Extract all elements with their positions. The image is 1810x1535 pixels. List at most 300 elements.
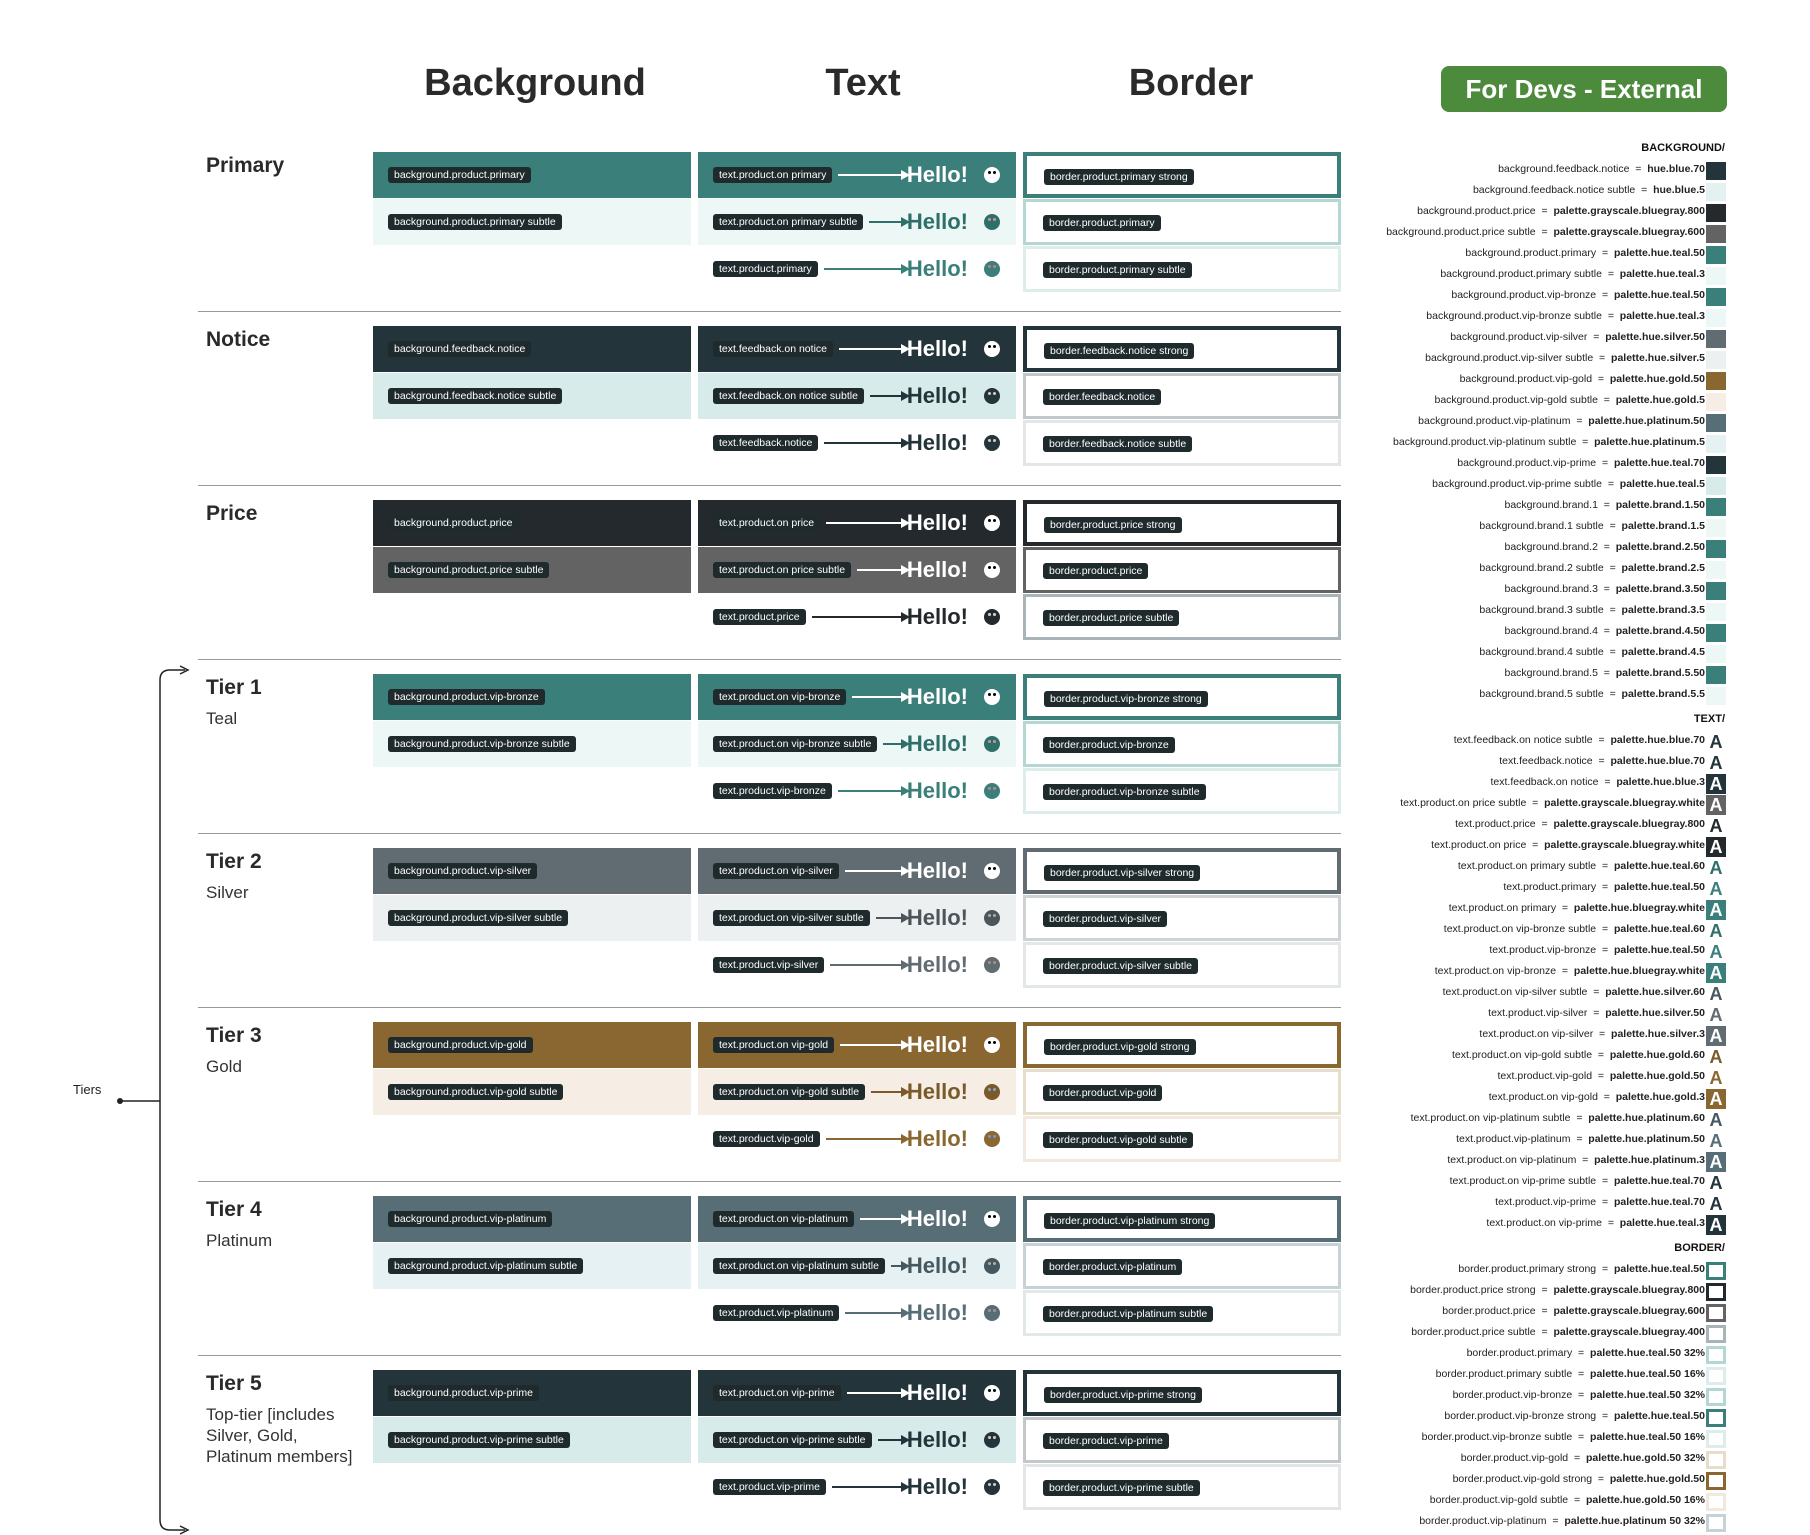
token-chip: text.product.on vip-platinum subtle — [713, 1258, 885, 1274]
legend-token-value: palette.brand.4.5 — [1621, 646, 1705, 658]
legend-token-value: palette.hue.gold.50 — [1609, 373, 1705, 385]
legend-equals: = — [1597, 394, 1616, 406]
legend-row — [1340, 986, 1705, 1004]
legend-equals: = — [1570, 1112, 1589, 1124]
legend-row — [1340, 1368, 1705, 1386]
arrow-icon — [860, 1218, 908, 1220]
arrow-icon — [812, 616, 908, 618]
token-chip: border.product.vip-silver — [1043, 911, 1167, 927]
legend-row — [1340, 331, 1705, 349]
legend-row — [1340, 352, 1705, 370]
legend-equals: = — [1601, 478, 1620, 490]
legend-token-value: palette.grayscale.bluegray.600 — [1553, 1305, 1705, 1317]
legend-equals: = — [1603, 688, 1622, 700]
legend-token-value: palette.hue.teal.60 — [1613, 923, 1705, 935]
text-swatch — [698, 594, 1016, 640]
legend-row — [1340, 289, 1705, 307]
legend-row — [1340, 881, 1705, 899]
legend-token-name: text.product.on price subtle — [1400, 797, 1527, 809]
token-chip: text.feedback.notice — [713, 435, 818, 451]
legend-token-value: palette.hue.teal.50 32% — [1590, 1347, 1705, 1359]
legend-token-name: background.product.vip-prime — [1457, 457, 1597, 469]
smile-icon — [984, 1211, 1000, 1227]
legend-row — [1340, 902, 1705, 920]
token-chip: background.product.vip-bronze — [388, 689, 545, 705]
legend-row — [1340, 1431, 1705, 1449]
legend-token-name: background.product.vip-gold subtle — [1434, 394, 1598, 406]
legend-color-swatch — [1706, 624, 1726, 642]
legend-token-value: palette.hue.teal.50 — [1613, 289, 1705, 301]
legend-row — [1340, 1007, 1705, 1025]
legend-token-name: text.product.vip-gold — [1497, 1070, 1593, 1082]
legend-equals: = — [1597, 541, 1616, 553]
token-chip: text.product.vip-silver — [713, 957, 824, 973]
legend-token-name: text.product.price — [1455, 818, 1536, 830]
border-swatch — [1023, 1464, 1341, 1510]
legend-row — [1340, 520, 1705, 538]
legend-token-value: palette.hue.teal.70 — [1613, 1196, 1705, 1208]
section-subtitle: Platinum — [206, 1231, 273, 1250]
legend-text-sample: A — [1706, 1131, 1726, 1151]
legend-equals: = — [1570, 415, 1589, 427]
text-swatch — [698, 420, 1016, 466]
hello-sample: Hello! — [906, 858, 968, 883]
legend-row — [1340, 1326, 1705, 1344]
legend-equals: = — [1596, 944, 1614, 956]
legend-token-name: background.brand.5 — [1504, 667, 1598, 679]
legend-row — [1340, 1196, 1705, 1214]
token-chip: border.product.primary — [1043, 215, 1161, 231]
legend-token-value: palette.brand.5.50 — [1615, 667, 1705, 679]
legend-equals: = — [1593, 1028, 1612, 1040]
legend-equals: = — [1597, 1091, 1616, 1103]
token-chip: text.product.vip-prime — [713, 1479, 826, 1495]
legend-text-sample: A — [1706, 1026, 1726, 1046]
tiers-label: Tiers — [73, 1082, 102, 1097]
arrow-icon — [871, 1091, 908, 1093]
section-divider — [198, 311, 1341, 312]
legend-token-value: palette.hue.teal.50 16% — [1590, 1431, 1705, 1443]
token-chip: text.product.on vip-prime — [713, 1385, 841, 1401]
legend-token-value: palette.hue.silver.5 — [1611, 352, 1705, 364]
legend-token-name: background.product.vip-bronze subtle — [1426, 310, 1602, 322]
legend-token-value: palette.hue.platinum.60 — [1588, 1112, 1705, 1124]
legend-color-swatch — [1706, 162, 1726, 180]
hello-sample: Hello! — [906, 1380, 968, 1405]
legend-equals: = — [1535, 1326, 1554, 1338]
token-chip: text.product.on vip-prime subtle — [713, 1432, 872, 1448]
text-swatch — [698, 1370, 1016, 1416]
legend-row — [1340, 646, 1705, 664]
hello-sample: Hello! — [906, 604, 968, 629]
arrow-icon — [870, 395, 908, 397]
token-chip: text.product.on vip-platinum — [713, 1211, 854, 1227]
token-chip: text.product.vip-gold — [713, 1131, 820, 1147]
legend-text-sample: A — [1706, 1215, 1726, 1235]
hello-sample: Hello! — [906, 1126, 968, 1151]
text-swatch — [698, 721, 1016, 767]
legend-equals: = — [1592, 1473, 1610, 1485]
legend-row — [1340, 818, 1705, 836]
legend-equals: = — [1526, 839, 1545, 851]
legend-row — [1340, 860, 1705, 878]
legend-row — [1340, 394, 1705, 412]
legend-equals: = — [1526, 797, 1545, 809]
legend-token-name: text.feedback.on notice — [1490, 776, 1599, 788]
legend-text-sample: A — [1706, 879, 1726, 899]
border-swatch — [1023, 721, 1341, 767]
legend-equals: = — [1587, 1007, 1606, 1019]
legend-equals: = — [1629, 163, 1648, 175]
border-swatch — [1023, 1370, 1341, 1416]
legend-row — [1340, 226, 1705, 244]
legend-row — [1340, 562, 1705, 580]
legend-token-name: text.product.on vip-platinum — [1447, 1154, 1577, 1166]
legend-token-name: text.product.vip-prime — [1495, 1196, 1597, 1208]
legend-row — [1340, 1347, 1705, 1365]
hello-sample: Hello! — [906, 256, 968, 281]
legend-token-value: palette.hue.teal.3 — [1619, 310, 1705, 322]
legend-row — [1340, 1284, 1705, 1302]
legend-equals: = — [1603, 562, 1622, 574]
legend-row — [1340, 1112, 1705, 1130]
legend-token-value: palette.grayscale.bluegray.800 — [1553, 818, 1705, 830]
legend-equals: = — [1597, 667, 1616, 679]
token-chip: background.product.vip-prime — [388, 1385, 539, 1401]
border-swatch — [1023, 1290, 1341, 1336]
legend-token-value: palette.hue.silver.50 — [1605, 331, 1705, 343]
arrow-icon — [838, 790, 908, 792]
legend-token-value: hue.blue.70 — [1647, 163, 1705, 175]
legend-token-name: background.product.vip-silver — [1450, 331, 1588, 343]
legend-row — [1340, 1263, 1705, 1281]
legend-token-name: background.product.price — [1417, 205, 1536, 217]
token-chip: border.product.price subtle — [1043, 610, 1179, 626]
tiers-bracket — [110, 665, 190, 1535]
border-swatch — [1023, 199, 1341, 245]
legend-token-name: background.brand.4 — [1504, 625, 1598, 637]
legend-token-value: palette.hue.teal.70 — [1613, 1175, 1705, 1187]
text-swatch — [698, 1116, 1016, 1162]
hello-sample: Hello! — [906, 1079, 968, 1104]
text-swatch — [698, 942, 1016, 988]
legend-token-name: background.product.vip-platinum subtle — [1393, 436, 1577, 448]
legend-equals: = — [1576, 1154, 1595, 1166]
legend-border-swatch — [1706, 1367, 1726, 1385]
legend-row — [1340, 541, 1705, 559]
legend-text-sample: A — [1706, 921, 1726, 941]
legend-text-sample: A — [1706, 1173, 1726, 1193]
border-swatch — [1023, 420, 1341, 466]
smile-icon — [984, 167, 1000, 183]
legend-token-value: palette.hue.teal.50 — [1613, 1263, 1705, 1275]
token-chip: text.product.on vip-gold — [713, 1037, 834, 1053]
legend-row — [1340, 436, 1705, 454]
hello-sample: Hello! — [906, 1032, 968, 1057]
text-swatch — [698, 326, 1016, 372]
smile-icon — [984, 863, 1000, 879]
legend-row — [1340, 1091, 1705, 1109]
legend-equals: = — [1596, 1410, 1614, 1422]
legend-token-name: border.product.price subtle — [1411, 1326, 1536, 1338]
arrow-icon — [824, 268, 908, 270]
token-chip: border.feedback.notice strong — [1044, 343, 1194, 359]
legend-row — [1340, 415, 1705, 433]
for-devs-external-button[interactable]: For Devs - External — [1441, 66, 1727, 112]
legend-row — [1340, 1154, 1705, 1172]
border-swatch — [1023, 1417, 1341, 1463]
column-heading-background: Background — [424, 62, 646, 104]
legend-equals: = — [1587, 986, 1606, 998]
legend-token-value: palette.hue.silver.3 — [1611, 1028, 1705, 1040]
smile-icon — [984, 515, 1000, 531]
legend-border-swatch — [1706, 1262, 1726, 1280]
token-chip: background.product.vip-platinum — [388, 1211, 552, 1227]
legend-token-value: palette.hue.teal.5 — [1619, 478, 1705, 490]
legend-row — [1340, 965, 1705, 983]
legend-token-name: background.brand.1 subtle — [1479, 520, 1604, 532]
section-divider — [198, 1181, 1341, 1182]
hello-sample: Hello! — [906, 162, 968, 187]
legend-text-sample: A — [1706, 1194, 1726, 1214]
smile-icon — [984, 1037, 1000, 1053]
legend-token-name: border.product.vip-gold — [1460, 1452, 1569, 1464]
legend-equals: = — [1535, 226, 1554, 238]
legend-equals: = — [1572, 1389, 1591, 1401]
legend-color-swatch — [1706, 288, 1726, 306]
smile-icon — [984, 957, 1000, 973]
background-swatch — [373, 1069, 691, 1115]
legend-token-name: background.brand.4 subtle — [1479, 646, 1604, 658]
legend-equals: = — [1535, 1305, 1554, 1317]
hello-sample: Hello! — [906, 731, 968, 756]
hello-sample: Hello! — [906, 1300, 968, 1325]
legend-token-value: palette.hue.teal.50 16% — [1590, 1368, 1705, 1380]
smile-icon — [984, 1131, 1000, 1147]
legend-token-name: background.brand.3 — [1504, 583, 1598, 595]
legend-row — [1340, 688, 1705, 706]
legend-row — [1340, 797, 1705, 815]
border-swatch — [1023, 768, 1341, 814]
section-title: Tier 2 — [206, 850, 262, 873]
section-divider — [198, 1355, 1341, 1356]
hello-sample: Hello! — [906, 778, 968, 803]
legend-row — [1340, 1070, 1705, 1088]
legend-border-swatch — [1706, 1304, 1726, 1322]
legend-token-value: palette.hue.blue.70 — [1610, 755, 1705, 767]
legend-token-value: palette.hue.gold.60 — [1609, 1049, 1705, 1061]
legend-token-name: text.feedback.on notice subtle — [1453, 734, 1593, 746]
legend-heading: BACKGROUND/ — [1641, 142, 1725, 154]
legend-token-value: palette.hue.platinum.50 — [1588, 415, 1705, 427]
legend-token-name: border.product.primary strong — [1458, 1263, 1597, 1275]
legend-border-swatch — [1706, 1325, 1726, 1343]
token-chip: border.feedback.notice subtle — [1043, 436, 1192, 452]
arrow-icon — [883, 743, 908, 745]
arrow-icon — [832, 1486, 908, 1488]
token-chip: border.product.vip-prime — [1043, 1433, 1169, 1449]
border-swatch — [1023, 942, 1341, 988]
legend-equals: = — [1592, 1070, 1610, 1082]
legend-text-sample: A — [1706, 984, 1726, 1004]
legend-equals: = — [1592, 755, 1611, 767]
legend-row — [1340, 1133, 1705, 1151]
legend-equals: = — [1570, 1133, 1589, 1145]
legend-token-name: text.product.vip-silver — [1488, 1007, 1588, 1019]
legend-token-name: background.brand.2 — [1504, 541, 1598, 553]
token-chip: border.product.vip-gold subtle — [1043, 1132, 1193, 1148]
legend-equals: = — [1556, 902, 1574, 914]
token-chip: text.product.price — [713, 609, 806, 625]
legend-border-swatch — [1706, 1451, 1726, 1469]
smile-icon — [984, 736, 1000, 752]
legend-token-value: palette.hue.bluegray.white — [1573, 902, 1705, 914]
token-chip: text.product.on vip-silver subtle — [713, 910, 870, 926]
legend-equals: = — [1597, 583, 1616, 595]
legend-token-name: background.brand.1 — [1504, 499, 1598, 511]
legend-text-sample: A — [1706, 1089, 1726, 1109]
legend-color-swatch — [1706, 204, 1726, 222]
legend-color-swatch — [1706, 456, 1726, 474]
legend-color-swatch — [1706, 246, 1726, 264]
token-chip: text.product.on primary — [713, 167, 832, 183]
legend-border-swatch — [1706, 1430, 1726, 1448]
token-chip: border.product.vip-silver subtle — [1043, 958, 1198, 974]
token-chip: background.product.primary subtle — [388, 214, 562, 230]
hello-sample: Hello! — [906, 1206, 968, 1231]
token-chip: border.product.vip-prime strong — [1044, 1387, 1202, 1403]
legend-row — [1340, 1452, 1705, 1470]
legend-token-value: palette.hue.bluegray.white — [1573, 965, 1705, 977]
legend-row — [1340, 1410, 1705, 1428]
legend-equals: = — [1596, 860, 1614, 872]
legend-token-name: border.product.primary — [1466, 1347, 1573, 1359]
legend-row — [1340, 184, 1705, 202]
token-chip: text.product.on vip-gold subtle — [713, 1084, 865, 1100]
legend-text-sample: A — [1706, 1047, 1726, 1067]
bracket-line — [160, 670, 185, 1530]
legend-token-value: hue.blue.5 — [1653, 184, 1705, 196]
legend-token-name: background.product.vip-bronze — [1451, 289, 1597, 301]
background-swatch — [373, 848, 691, 894]
legend-token-value: palette.hue.teal.50 32% — [1590, 1389, 1705, 1401]
legend-equals: = — [1592, 734, 1611, 746]
legend-equals: = — [1603, 646, 1622, 658]
legend-token-value: palette.brand.2.5 — [1621, 562, 1705, 574]
legend-token-name: text.product.on vip-platinum subtle — [1410, 1112, 1571, 1124]
background-swatch — [373, 1196, 691, 1242]
hello-sample: Hello! — [906, 684, 968, 709]
border-swatch — [1023, 594, 1341, 640]
background-swatch — [373, 152, 691, 198]
hello-sample: Hello! — [906, 1474, 968, 1499]
section-title: Tier 3 — [206, 1024, 262, 1047]
legend-row — [1340, 268, 1705, 286]
legend-token-name: text.product.vip-platinum — [1456, 1133, 1571, 1145]
legend-row — [1340, 667, 1705, 685]
section-title: Tier 1 — [206, 676, 262, 699]
legend-token-value: palette.grayscale.bluegray.800 — [1553, 1284, 1705, 1296]
border-swatch — [1023, 895, 1341, 941]
token-chip: text.product.primary — [713, 261, 818, 277]
smile-icon — [984, 609, 1000, 625]
token-chip: text.product.on price subtle — [713, 562, 851, 578]
legend-color-swatch — [1706, 645, 1726, 663]
legend-row — [1340, 478, 1705, 496]
legend-token-name: text.product.on price — [1431, 839, 1527, 851]
legend-equals: = — [1597, 499, 1616, 511]
border-swatch — [1023, 373, 1341, 419]
legend-equals: = — [1596, 1196, 1614, 1208]
hello-sample: Hello! — [906, 383, 968, 408]
legend-token-value: palette.hue.platinum.50 — [1588, 1133, 1705, 1145]
legend-token-name: text.product.on primary subtle — [1457, 860, 1597, 872]
legend-border-swatch — [1706, 1283, 1726, 1301]
token-chip: background.product.vip-prime subtle — [388, 1432, 570, 1448]
legend-border-swatch — [1706, 1472, 1726, 1490]
token-chip: border.product.vip-platinum strong — [1044, 1213, 1215, 1229]
text-swatch — [698, 152, 1016, 198]
text-swatch — [698, 674, 1016, 720]
legend-row — [1340, 839, 1705, 857]
legend-color-swatch — [1706, 687, 1726, 705]
legend-token-value: palette.brand.5.5 — [1621, 688, 1705, 700]
legend-token-name: border.product.vip-gold strong — [1452, 1473, 1593, 1485]
legend-token-name: text.product.on primary — [1448, 902, 1557, 914]
legend-text-sample: A — [1706, 858, 1726, 878]
section-subtitle: Top-tier [includes Silver, Gold, Platinum members] — [206, 1405, 353, 1466]
legend-token-name: background.feedback.notice — [1498, 163, 1630, 175]
background-swatch — [373, 674, 691, 720]
legend-row — [1340, 734, 1705, 752]
legend-row — [1340, 583, 1705, 601]
legend-row — [1340, 499, 1705, 517]
arrow-icon — [826, 1138, 908, 1140]
arrow-icon — [891, 1265, 908, 1267]
border-swatch — [1023, 1116, 1341, 1162]
token-chip: text.product.on vip-silver — [713, 863, 839, 879]
legend-token-value: palette.hue.teal.3 — [1619, 1217, 1705, 1229]
legend-token-name: border.product.vip-bronze subtle — [1421, 1431, 1573, 1443]
legend-color-swatch — [1706, 666, 1726, 684]
legend-token-value: palette.brand.3.50 — [1615, 583, 1705, 595]
legend-equals: = — [1592, 1049, 1610, 1061]
smile-icon — [984, 435, 1000, 451]
legend-border-swatch — [1706, 1493, 1726, 1511]
smile-icon — [984, 1432, 1000, 1448]
legend-heading: BORDER/ — [1674, 1242, 1725, 1254]
text-swatch — [698, 246, 1016, 292]
token-chip: border.product.vip-gold strong — [1044, 1039, 1196, 1055]
legend-row — [1340, 457, 1705, 475]
legend-equals: = — [1535, 205, 1554, 217]
legend-color-swatch — [1706, 330, 1726, 348]
legend-text-sample: A — [1706, 1152, 1726, 1172]
legend-token-value: palette.hue.silver.50 — [1605, 1007, 1705, 1019]
legend-equals: = — [1597, 625, 1616, 637]
legend-color-swatch — [1706, 351, 1726, 369]
token-chip: background.product.vip-gold — [388, 1037, 533, 1053]
legend-token-value: palette.hue.teal.70 — [1613, 457, 1705, 469]
legend-token-name: text.product.on vip-silver subtle — [1442, 986, 1588, 998]
background-swatch — [373, 1243, 691, 1289]
legend-token-name: background.product.primary — [1465, 247, 1597, 259]
text-swatch — [698, 848, 1016, 894]
legend-row — [1340, 1515, 1705, 1533]
legend-row — [1340, 310, 1705, 328]
token-chip: text.feedback.on notice subtle — [713, 388, 864, 404]
arrow-icon — [830, 964, 908, 966]
